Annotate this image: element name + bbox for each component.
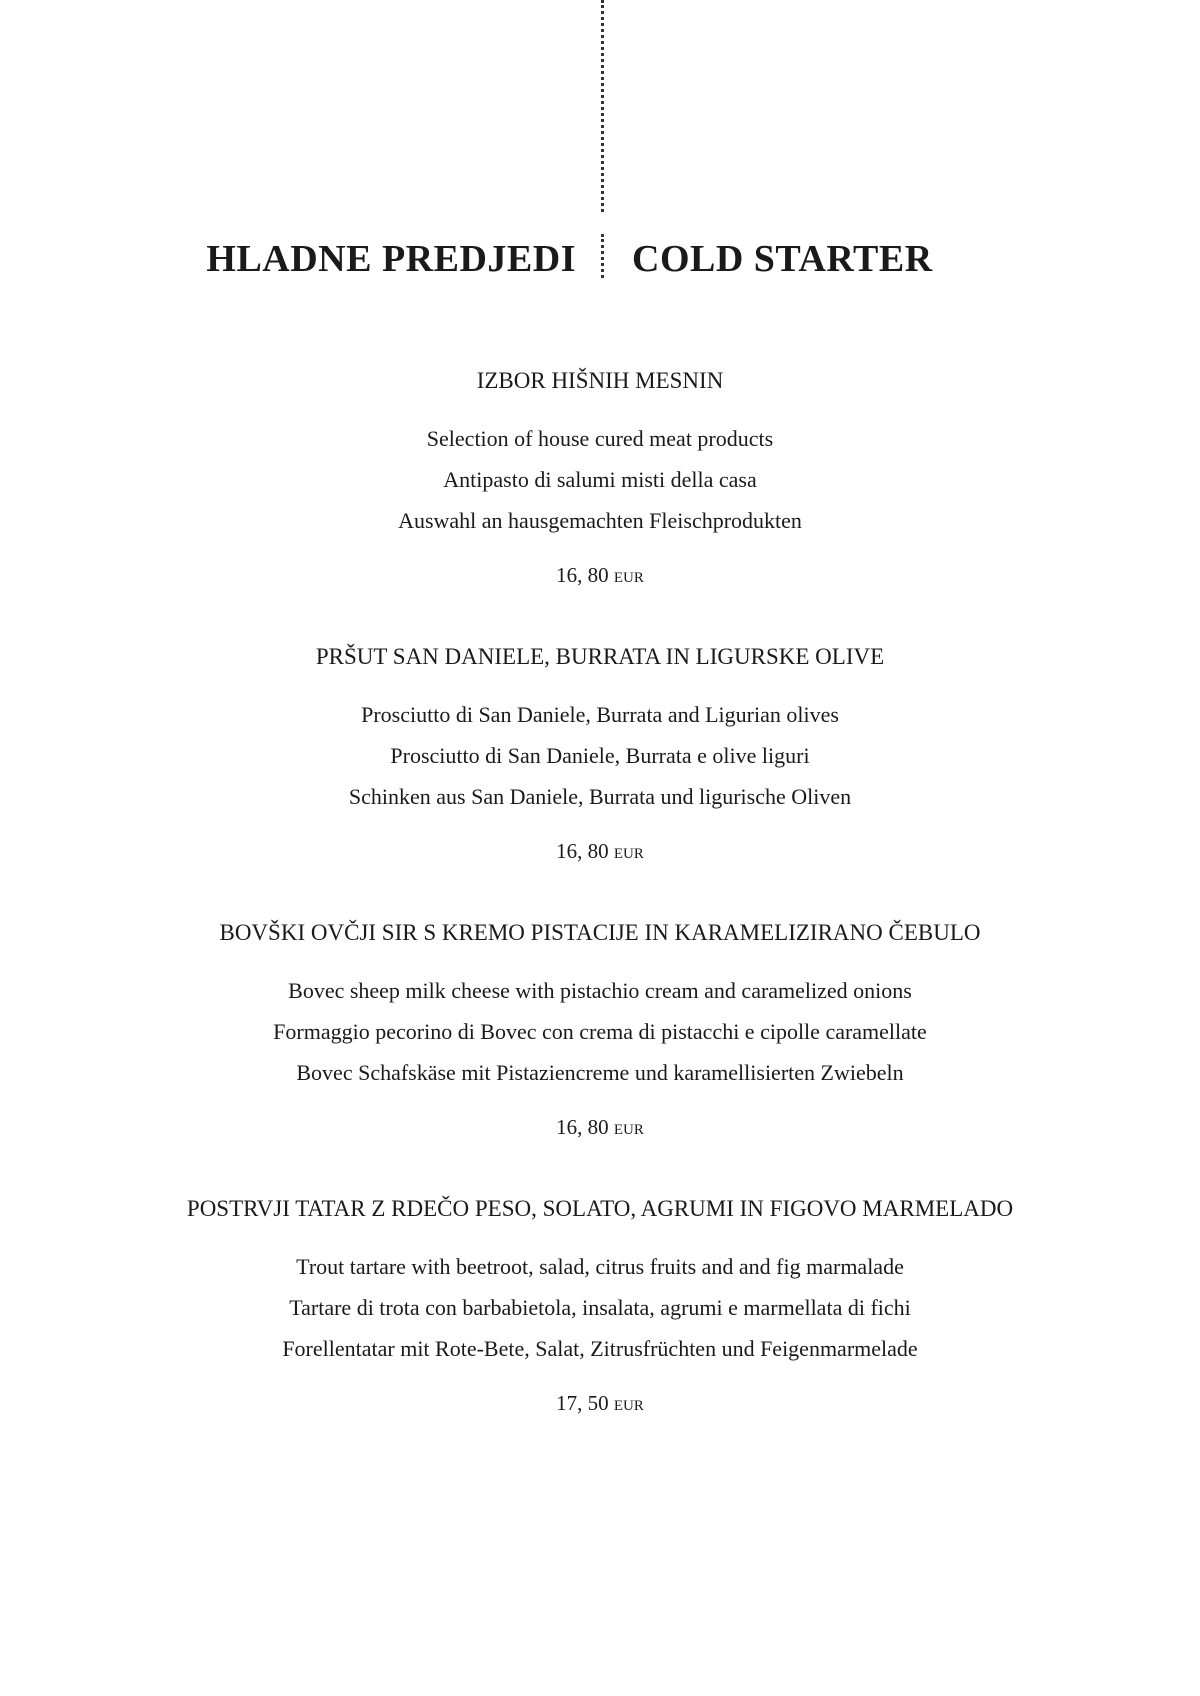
price-currency: EUR xyxy=(613,846,644,862)
menu-item-price xyxy=(0,561,1200,592)
menu-item-price xyxy=(0,1389,1200,1420)
menu-item-title: POSTRVJI TATAR Z RDEČO PESO, SOLATO, AGRUMI IN FIGOVO MARMELADO xyxy=(186,1196,1014,1221)
price-value: 16, 80 xyxy=(556,839,609,863)
menu-item-desc-italian: Prosciutto di San Daniele, Burrata e olive liguri xyxy=(390,743,810,768)
menu-item xyxy=(0,642,1200,868)
menu-item-desc-english: Prosciutto di San Daniele, Burrata and Ligurian olives xyxy=(361,702,839,727)
menu-item-title: BOVŠKI OVČJI SIR S KREMO PISTACIJE IN KARAMELIZIRANO ČEBULO xyxy=(219,920,981,945)
menu-item-desc-german: Bovec Schafskäse mit Pistaziencreme und karamellisierten Zwiebeln xyxy=(296,1060,904,1085)
price-value: 16, 80 xyxy=(556,1115,609,1139)
page-title-english: COLD STARTER xyxy=(632,238,933,280)
menu-item-desc-english: Selection of house cured meat products xyxy=(426,426,774,451)
vertical-dotted-divider-top xyxy=(601,0,604,212)
menu-item xyxy=(0,366,1200,592)
price-currency: EUR xyxy=(613,1398,644,1414)
menu-item-desc-english: Trout tartare with beetroot, salad, citrus fruits and and fig marmalade xyxy=(296,1254,904,1279)
price-currency: EUR xyxy=(613,570,644,586)
menu-item-desc-german: Forellentatar mit Rote-Bete, Salat, Zitrusfrüchten und Feigenmarmelade xyxy=(282,1336,918,1361)
vertical-dotted-divider-heading xyxy=(601,234,604,278)
menu-item xyxy=(0,1194,1200,1420)
page-title-slovenian: HLADNE PREDJEDI xyxy=(206,238,576,280)
price-value: 17, 50 xyxy=(556,1391,609,1415)
price-value: 16, 80 xyxy=(556,563,609,587)
menu-item-desc-german: Auswahl an hausgemachten Fleischprodukten xyxy=(398,508,802,533)
menu-item-desc-english: Bovec sheep milk cheese with pistachio cream and caramelized onions xyxy=(288,978,912,1003)
menu-item-desc-german: Schinken aus San Daniele, Burrata und ligurische Oliven xyxy=(348,784,852,809)
menu-item-desc-italian: Antipasto di salumi misti della casa xyxy=(443,467,757,492)
menu-item-price xyxy=(0,837,1200,868)
menu-item-title: PRŠUT SAN DANIELE, BURRATA IN LIGURSKE OLIVE xyxy=(315,644,885,669)
menu-list xyxy=(0,366,1200,1470)
menu-item-title: IZBOR HIŠNIH MESNIN xyxy=(476,368,724,393)
menu-item-price xyxy=(0,1113,1200,1144)
price-currency: EUR xyxy=(613,1122,644,1138)
menu-item xyxy=(0,918,1200,1144)
menu-item-desc-italian: Tartare di trota con barbabietola, insalata, agrumi e marmellata di fichi xyxy=(289,1295,911,1320)
menu-item-desc-italian: Formaggio pecorino di Bovec con crema di pistacchi e cipolle caramellate xyxy=(273,1019,927,1044)
